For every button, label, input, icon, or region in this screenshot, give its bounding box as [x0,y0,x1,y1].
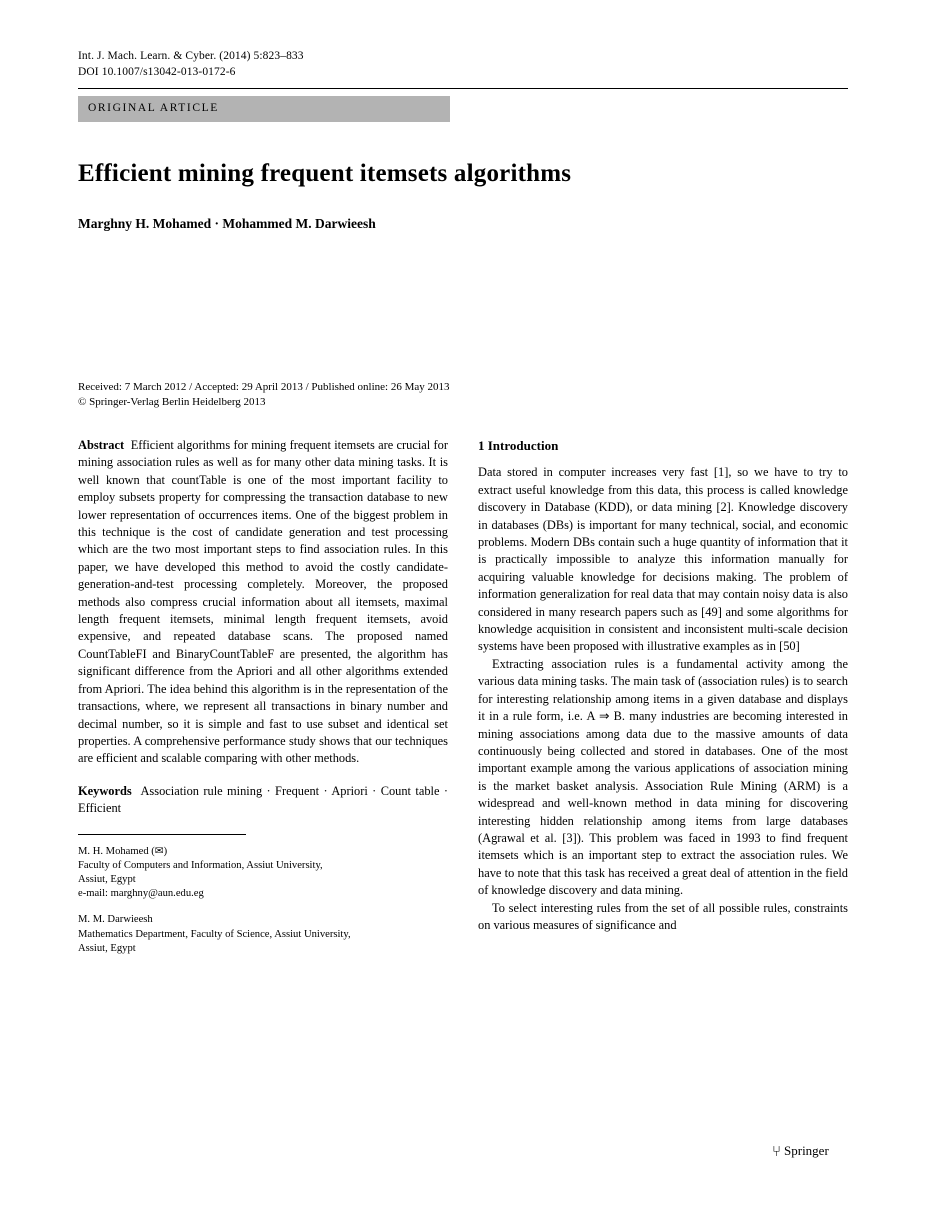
article-type-label: ORIGINAL ARTICLE [88,102,219,114]
received-accepted-line: Received: 7 March 2012 / Accepted: 29 April 2013 / Published online: 26 May 2013 [78,381,450,393]
keywords-label: Keywords [78,783,132,798]
author-2-name: M. M. Darwieesh [78,914,153,926]
author-1-name: M. H. Mohamed (✉) [78,845,168,857]
copyright-line: © Springer-Verlag Berlin Heidelberg 2013 [78,396,266,408]
author-1-email[interactable]: e-mail: marghny@aun.edu.eg [78,888,204,900]
left-column [78,437,448,968]
keywords-paragraph [78,783,448,818]
section-heading-introduction: 1 Introduction [478,438,559,453]
author-1-affiliation-line-1: Faculty of Computers and Information, Assiut University, [78,859,323,871]
abstract-paragraph [78,437,448,768]
keywords-text: Association rule mining · Frequent · Apriori · Count table · Efficient [78,783,448,816]
publication-dates [78,380,778,410]
intro-paragraph-1: Data stored in computer increases very fast [1], so we have to try to extract useful knowledge from this data, this process is called knowledge discovery in Database (KDD), or data mining [2]. Knowledge discovery in databases (DBs) is important for many technical, social, and economic problems. Modern DBs contain such a huge quantity of information that it is practically impossible to analyze this information manually for acquiring valuable knowledge for decisions making. The problem of information generalization for real data that may contain noisy data is also considered in many research papers such as [49] and some algorithms for knowledge acquisition in consistent and inconsistent multi-scale decision systems have been proposed with illustrative examples as in [50] [478,465,848,654]
journal-header [78,48,848,80]
author-2-affiliation-line-2: Assiut, Egypt [78,942,136,954]
article-type-banner [78,96,450,122]
intro-paragraph-2: Extracting association rules is a fundamental activity among the various data mining tasks. The main task of (association rules) is to search for interesting relationship among items in a given database and displays it in a rule form, i.e. A ⇒ B. many industries are becoming interested in mining associations among data due to the massive amounts of data continuously being collected and stored in databases. One of the most important example among the various applications of association mining is the market basket analysis. Association Rule Mining (ARM) is a widespread and well-known method in data mining for discovering interesting hidden relationship among items from large databases (Agrawal et al. [3]). This problem was faced in 1993 to find frequent itemsets which is an important step to extract the association rules. We have to note that this task has received a great deal of attention in the field of knowledge discovery and data mining. [478,656,848,898]
page-title: Efficient mining frequent itemsets algorithms [78,160,572,187]
affiliation-divider [78,834,246,835]
author-1-affiliation-line-2: Assiut, Egypt [78,873,136,885]
affiliation-block-1 [78,845,448,902]
journal-citation-line: Int. J. Mach. Learn. & Cyber. (2014) 5:823–833 [78,50,304,62]
keywords-section [78,783,448,818]
header-divider [78,88,848,89]
springer-logo-icon: ⑂ [772,1144,782,1160]
intro-paragraph-3: To select interesting rules from the set of all possible rules, constraints on various measures of significance and [478,900,848,932]
author-2-affiliation-line-1: Mathematics Department, Faculty of Science, Assiut University, [78,928,351,940]
abstract-section [78,437,448,768]
publisher-footer [772,1143,829,1161]
affiliation-block-2 [78,913,448,956]
author-list: Marghny H. Mohamed · Mohammed M. Darwieesh [78,216,376,231]
abstract-label: Abstract [78,438,125,452]
abstract-text: Efficient algorithms for mining frequent itemsets are crucial for mining association rules as well as for many other data mining tasks. It is well known that countTable is one of the most important facility to employ subsets property for compressing the transaction database to new lower representation of occurrences items. One of the biggest problem in this technique is the cost of candidate generation and test processing which are the two most important steps to find association rules. In this paper, we have developed this method to avoid the costly candidate-generation-and-test processing completely. Moreover, the proposed methods also compress crucial information about all itemsets, maximal length frequent itemsets, minimal length frequent itemsets, avoid expensive, and repeated database scans. The proposed named CountTableFI and BinaryCountTableF are presented, the algorithm has significant difference from the Apriori and all other algorithms extended from Apriori. The idea behind this algorithm is in the representation of the transactions, where, we represent all transactions in binary number and decimal number, so it is simple and fast to use subset and identical set properties. A comprehensive performance study shows that our techniques are efficient and scalable comparing with other methods. [78,438,448,766]
right-column [478,437,848,934]
affiliations-section [78,845,448,956]
publisher-name: Springer [784,1143,829,1158]
journal-doi-line: DOI 10.1007/s13042-013-0172-6 [78,66,236,78]
